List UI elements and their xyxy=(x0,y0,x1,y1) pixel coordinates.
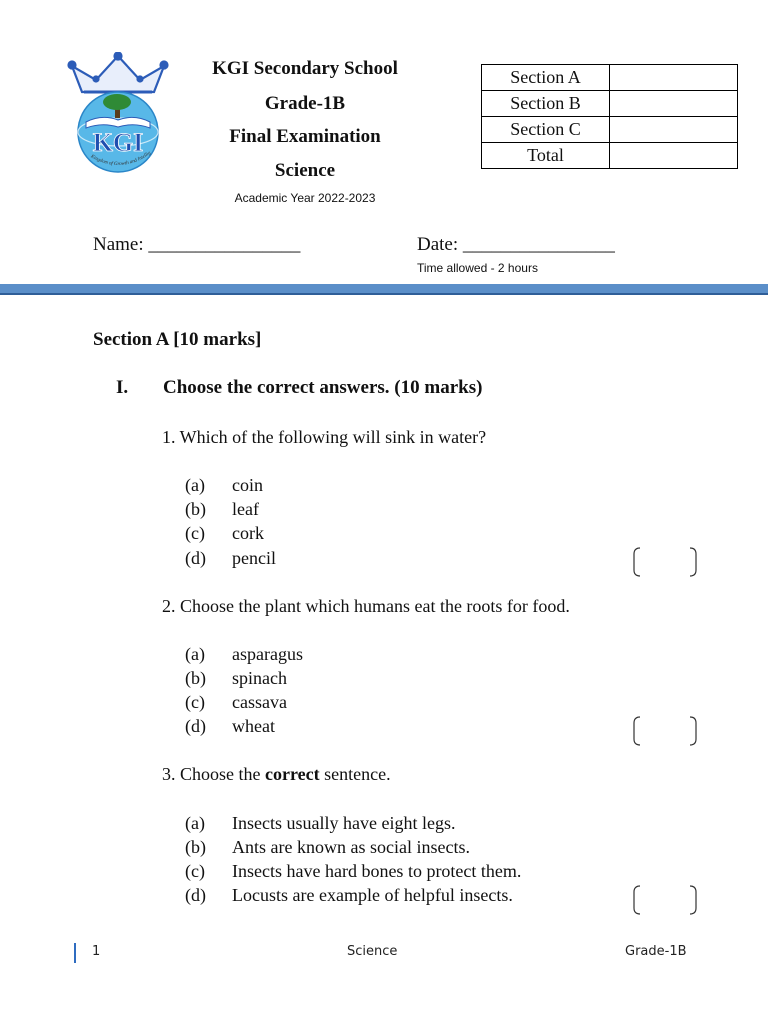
option-label: (d) xyxy=(185,716,206,736)
exam-title: Final Examination xyxy=(229,126,381,147)
school-logo xyxy=(64,52,172,174)
marks-row-section-b xyxy=(482,91,738,117)
logo-text: KGI xyxy=(92,128,144,157)
marks-row-section-a xyxy=(482,65,738,91)
option-text: Insects have hard bones to protect them. xyxy=(232,861,522,881)
option-text: leaf xyxy=(232,499,259,519)
option-label: (c) xyxy=(185,861,205,881)
option-text: Insects usually have eight legs. xyxy=(232,813,456,833)
option-text: Locusts are example of helpful insects. xyxy=(232,885,513,905)
date-field: Date: ________________ xyxy=(417,234,615,255)
academic-year: Academic Year 2022-2023 xyxy=(234,191,376,205)
subject-title: Science xyxy=(274,160,336,181)
question-3-text-end: sentence. xyxy=(319,764,391,784)
marks-label: Total xyxy=(482,143,610,169)
marks-value xyxy=(610,91,738,117)
marks-value xyxy=(610,143,738,169)
marks-value xyxy=(610,65,738,91)
option-label: (c) xyxy=(185,523,205,543)
time-allowed: Time allowed - 2 hours xyxy=(417,261,538,275)
option-text: wheat xyxy=(232,716,275,736)
question-2: 2. Choose the plant which humans eat the roots for food. xyxy=(162,596,570,616)
school-name: KGI Secondary School xyxy=(212,58,398,79)
option-label: (d) xyxy=(185,548,206,568)
option-label: (b) xyxy=(185,837,206,857)
option-label: (a) xyxy=(185,644,205,664)
option-label: (a) xyxy=(185,475,205,495)
answer-bracket[interactable] xyxy=(632,715,698,747)
option-label: (c) xyxy=(185,692,205,712)
marks-label: Section B xyxy=(482,91,610,117)
section-instruction: Choose the correct answers. (10 marks) xyxy=(163,377,483,398)
answer-bracket[interactable] xyxy=(632,884,698,916)
question-3-emphasis: correct xyxy=(265,764,320,784)
marks-label: Section C xyxy=(482,117,610,143)
marks-table xyxy=(481,64,738,169)
footer-subject: Science xyxy=(347,944,398,959)
footer-grade: Grade-1B xyxy=(625,944,687,959)
option-label: (b) xyxy=(185,668,206,688)
option-text: cassava xyxy=(232,692,287,712)
marks-label: Section A xyxy=(482,65,610,91)
option-text: coin xyxy=(232,475,263,495)
section-title: Section A [10 marks] xyxy=(93,329,262,350)
option-text: Ants are known as social insects. xyxy=(232,837,470,857)
footer-page-number: 1 xyxy=(92,944,101,959)
crown-icon xyxy=(69,53,168,93)
question-3 xyxy=(162,764,391,785)
grade-title: Grade-1B xyxy=(264,93,346,114)
footer-accent-bar xyxy=(74,943,76,963)
part-numeral: I. xyxy=(116,377,129,398)
option-text: pencil xyxy=(232,548,276,568)
marks-value xyxy=(610,117,738,143)
option-label: (a) xyxy=(185,813,205,833)
answer-bracket[interactable] xyxy=(632,546,698,578)
option-text: cork xyxy=(232,523,264,543)
question-3-text: 3. Choose the xyxy=(162,764,265,784)
option-text: spinach xyxy=(232,668,287,688)
marks-row-total xyxy=(482,143,738,169)
logo-motto: Kingdom of Growth and Intellig xyxy=(89,150,153,168)
option-label: (b) xyxy=(185,499,206,519)
option-text: asparagus xyxy=(232,644,303,664)
marks-row-section-c xyxy=(482,117,738,143)
header-rule-dark xyxy=(0,293,768,295)
header-rule xyxy=(0,284,768,293)
question-1: 1. Which of the following will sink in water? xyxy=(162,427,487,447)
name-field: Name: ________________ xyxy=(93,234,301,255)
option-label: (d) xyxy=(185,885,206,905)
